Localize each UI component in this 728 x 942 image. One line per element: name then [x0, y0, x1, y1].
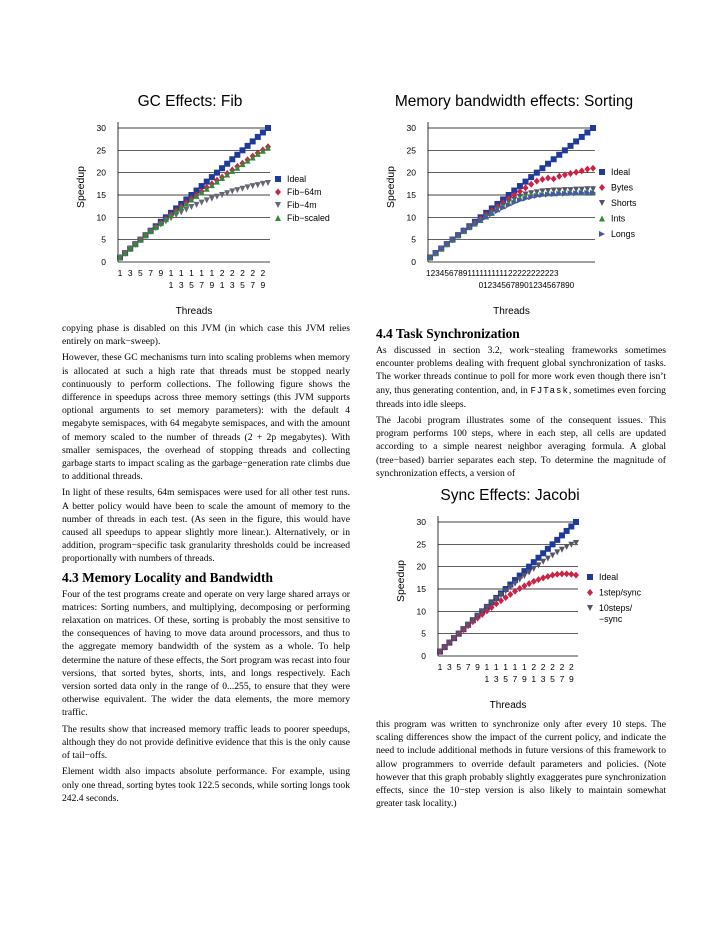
data-point [535, 562, 541, 568]
data-point [239, 147, 245, 153]
data-point [562, 147, 568, 153]
data-point [534, 178, 540, 185]
paragraph: The Jacobi program illustrates some of the consequent issues. This program performs 100 steps, where in each step, all cells are updated according to a simple nearest neighbor averaging formula. A global (tree−based) barrier separates each step. To determine the magnitude of synchronization effects, a version of [376, 415, 666, 479]
legend-marker [587, 574, 593, 580]
x-axis-label: Threads [175, 306, 213, 317]
data-point [209, 196, 215, 202]
legend-label: 1step/sync [599, 587, 642, 598]
paragraph: copying phase is disabled on this JVM (in which case this JVM relies entirely on mark−sweep). [62, 323, 350, 348]
x-tick-label: 1 [199, 268, 205, 278]
legend-marker [275, 215, 281, 221]
y-tick-label: 30 [416, 517, 426, 527]
chart-title-sync: Sync Effects: Jacobi [440, 487, 580, 504]
y-tick-label: 15 [406, 190, 416, 200]
data-point [545, 556, 551, 562]
code-span: FJTask [530, 385, 569, 396]
x-tick-label: 3 [229, 280, 235, 290]
x-tick-label: 1 [178, 268, 184, 278]
x-tick-label: 9 [475, 662, 480, 672]
data-point [534, 170, 540, 176]
x-tick-label: 5 [240, 280, 245, 290]
x-tick-label: 2 [240, 268, 245, 278]
x-tick-label: 3 [493, 674, 499, 684]
data-point [528, 174, 534, 180]
legend-label: Ideal [287, 174, 307, 184]
x-tick-label: 2 [540, 662, 546, 672]
x-tick-label: 9 [568, 674, 574, 684]
x-tick-label: 1 [484, 662, 490, 672]
y-axis-label: Speedup [385, 165, 397, 209]
x-tick-label: 5 [138, 268, 143, 278]
x-tick-label: 5 [189, 280, 194, 290]
data-point [214, 170, 220, 176]
x-tick-label: 1 [493, 662, 499, 672]
y-tick-label: 10 [406, 212, 416, 223]
data-point [545, 175, 551, 182]
legend-marker [599, 200, 605, 206]
x-tick-label: 1 [512, 662, 518, 672]
legend-label: −sync [599, 614, 623, 624]
y-tick-label: 20 [96, 167, 106, 178]
legend-marker [599, 184, 605, 191]
y-tick-label: 20 [406, 167, 416, 178]
y-tick-label: 30 [96, 123, 106, 133]
y-tick-label: 25 [96, 145, 106, 156]
legend-label: Ideal [611, 167, 631, 177]
data-point [539, 165, 545, 171]
x-tick-label: 2 [568, 662, 574, 672]
data-point [556, 173, 562, 180]
data-point [535, 576, 541, 583]
data-point [229, 188, 235, 194]
x-tick-label: 2 [219, 268, 225, 278]
data-point [265, 125, 271, 131]
data-point [255, 134, 261, 140]
paragraph: However, these GC mechanisms turn into scaling problems when memory is allocated at such a high rate that threads must be stopped nearly continuously to perform collections. The following figure shows the difference in speedups across three memory settings (this JVM supports optional arguments to set memory parameters): with the default 4 megabyte semispaces, with 64 megabyte semispaces, and with the amount of memory scaled to the number of threads (2 + 2p megabytes). With smaller semispaces, the overhead of stopping threads and collecting garbage starts to impact scaling as the garbage−generation rate climbs due to additional threads. [62, 352, 350, 483]
legend-label: 10steps/ [599, 603, 633, 613]
data-point [194, 202, 200, 208]
legend-marker [599, 169, 605, 175]
data-point [551, 175, 557, 182]
x-tick-label: 1 [484, 674, 490, 684]
section-heading-4-3: 4.3 Memory Locality and Bandwidth [62, 569, 273, 585]
y-tick-label: 20 [416, 561, 426, 572]
y-tick-label: 15 [416, 584, 426, 594]
data-point [539, 176, 545, 183]
x-tick-label: 2 [550, 662, 555, 672]
data-point [245, 143, 251, 149]
legend-label: Longs [611, 229, 635, 239]
data-point [573, 138, 579, 144]
right-text-column-bottom [376, 718, 666, 813]
x-tick-label: 2 [531, 662, 537, 672]
x-tick-label: 7 [148, 268, 153, 278]
data-point [568, 143, 574, 149]
x-tick-label: 9 [158, 268, 164, 278]
legend-marker [275, 189, 281, 196]
y-tick-label: 0 [101, 257, 106, 267]
legend-label: Fib−scaled [287, 213, 330, 223]
x-tick-label: 9 [209, 280, 215, 290]
chart-title-sort: Memory bandwidth effects: Sorting [394, 93, 634, 110]
data-point [245, 184, 251, 190]
legend-marker [587, 605, 593, 611]
y-tick-label: 0 [421, 651, 426, 661]
data-point [528, 181, 534, 188]
x-tick-label: 7 [199, 280, 205, 290]
data-point [265, 180, 271, 186]
data-point [250, 138, 256, 144]
data-point [204, 179, 210, 185]
right-text-column-top [376, 322, 666, 483]
legend-marker [275, 202, 281, 208]
legend-label: Ideal [599, 572, 619, 582]
legend-marker [599, 216, 605, 222]
x-tick-label: 1 [209, 268, 215, 278]
data-point [590, 125, 596, 131]
y-tick-label: 15 [96, 190, 106, 200]
data-point [260, 181, 266, 187]
data-point [551, 156, 557, 162]
x-tick-label: 9 [522, 674, 527, 684]
data-point [234, 152, 240, 158]
data-point [229, 156, 235, 162]
legend-label: Ints [611, 213, 626, 224]
y-tick-label: 30 [406, 123, 416, 133]
left-text-column [62, 322, 350, 808]
x-tick-label: 1 [531, 674, 537, 684]
y-tick-label: 25 [406, 145, 416, 156]
chart-sync [380, 504, 680, 714]
x-tick-label: 5 [503, 674, 509, 684]
data-point [239, 186, 245, 192]
x-tick-label: 1 [437, 662, 443, 672]
x-tick-label: 1 [168, 268, 174, 278]
chart-fib [60, 110, 360, 320]
paragraph: this program was written to synchronize only after every 10 steps. The scaling differences show the impact of the current policy, and indicate the need to include additional methods in future versions of this framework to allow programmers to override default parameters and policies. (Note however that this graph probably slightly exaggerates pure synchronization effects, since the 10−step version is also likely to maintain somewhat greater task locality.) [376, 719, 666, 810]
y-axis-label: Speedup [75, 165, 87, 209]
paragraph [376, 344, 666, 411]
legend-label: Shorts [611, 198, 637, 208]
y-tick-label: 5 [101, 234, 106, 245]
x-tick-label: 2 [260, 268, 266, 278]
data-point [573, 519, 579, 525]
y-tick-label: 5 [411, 234, 416, 245]
section-heading-4-4: 4.4 Task Synchronization [376, 326, 520, 341]
data-point [250, 183, 256, 189]
x-tick-label: 5 [550, 674, 555, 684]
legend-marker [275, 176, 281, 182]
y-tick-label: 5 [421, 628, 426, 639]
legend-label: Bytes [611, 182, 634, 193]
data-point [545, 161, 551, 167]
data-point [540, 559, 546, 565]
legend-marker [599, 231, 605, 237]
x-tick-label: 5 [456, 662, 462, 672]
x-tick-labels-row2: 012345678901234567890 [478, 281, 575, 290]
data-point [209, 174, 215, 180]
y-axis-label: Speedup [395, 559, 407, 603]
data-point [523, 179, 529, 185]
data-point [573, 572, 579, 579]
data-point [204, 197, 210, 203]
text-span: As discussed in section 3.2, work−stealing frameworks sometimes encounter problems dealing with frequent global synchronization of tasks. The worker threads continue to poll for more work even though there isn’t any, thus generating contention, and, in [376, 345, 666, 396]
chart-title-fib: GC Effects: Fib [137, 93, 243, 110]
data-point [234, 187, 240, 193]
data-point [573, 169, 579, 176]
x-tick-label: 2 [229, 268, 235, 278]
data-point [573, 540, 579, 546]
data-point [550, 553, 556, 559]
y-tick-label: 0 [411, 257, 416, 267]
data-point [219, 165, 225, 171]
paragraph: Element width also impacts absolute performance. For example, using only one thread, sorting bytes took 122.5 seconds, while sorting longs took 242.4 seconds. [62, 766, 350, 804]
x-tick-label: 9 [260, 280, 266, 290]
data-point [183, 207, 189, 213]
data-point [545, 573, 551, 580]
data-point [523, 184, 529, 191]
legend-marker [587, 589, 593, 596]
data-point [178, 209, 184, 215]
data-point [590, 165, 596, 172]
paragraph: The results show that increased memory traffic leads to poorer speedups, although they do not provide definitive evidence that this is the only cause of tail−offs. [62, 723, 350, 762]
text-span: , sometimes even forcing threads into idle sleeps. [376, 384, 666, 410]
x-tick-label: 3 [540, 674, 546, 684]
x-tick-label: 2 [559, 662, 565, 672]
legend-label: Fib−64m [287, 187, 322, 197]
data-point [568, 170, 574, 177]
x-tick-label: 3 [178, 280, 184, 290]
data-point [214, 194, 220, 200]
data-point [579, 134, 585, 140]
x-tick-label: 1 [189, 268, 194, 278]
x-tick-labels-row1: 123456789111111111122222222223 [426, 269, 559, 278]
data-point [550, 572, 556, 579]
data-point [579, 167, 585, 174]
legend-label: Fib−4m [287, 200, 317, 210]
x-tick-label: 2 [250, 268, 256, 278]
data-point [199, 200, 205, 206]
data-point [224, 161, 230, 167]
data-point [584, 129, 590, 135]
data-point [556, 152, 562, 158]
x-axis-label: Threads [489, 700, 527, 711]
x-tick-label: 1 [168, 280, 174, 290]
x-tick-label: 1 [503, 662, 509, 672]
paragraph: In light of these results, 64m semispaces were used for all other test runs. A better policy would have been to scale the amount of memory to the number of threads in each test. (As seen in the figure, this would have caused all speedups to appear slightly more linear.). Alternatively, or in addition, program−specific task granularity thresholds could be increased proportionally with numbers of threads. [62, 487, 350, 565]
x-tick-label: 3 [447, 662, 452, 672]
x-tick-label: 1 [219, 280, 225, 290]
x-tick-label: 7 [465, 662, 471, 672]
x-tick-label: 1 [117, 268, 123, 278]
x-tick-label: 7 [250, 280, 256, 290]
chart-sort [380, 110, 680, 320]
x-tick-label: 3 [127, 268, 133, 278]
paragraph: Four of the test programs create and operate on very large shared arrays or matrices: Sorting numbers, and multiplying, decomposing or performing relaxation on matrices. Of these, sorting is probably the most sensitive to the consequences of having to move data around processors, and thus to the aggregate memory bandwidth of the system as a whole. To help determine the nature of these effects, the Sort program was recast into four versions, that sorted bytes, shorts, ints, and longs respectively. Each version sorted data only in the range of 0...255, to ensure that they were otherwise equivalent. The wider the data elements, the more memory traffic. [62, 588, 350, 719]
x-tick-label: 7 [559, 674, 565, 684]
data-point [255, 182, 261, 188]
x-axis-label: Threads [493, 306, 530, 317]
data-point [568, 571, 574, 578]
data-point [188, 204, 194, 210]
y-tick-label: 10 [416, 606, 426, 617]
x-tick-label: 1 [522, 662, 527, 672]
data-point [584, 166, 590, 173]
data-point [260, 129, 266, 135]
data-point [540, 574, 546, 581]
y-tick-label: 10 [96, 212, 106, 223]
x-tick-label: 7 [512, 674, 518, 684]
data-point [554, 549, 560, 555]
y-tick-label: 25 [416, 539, 426, 550]
